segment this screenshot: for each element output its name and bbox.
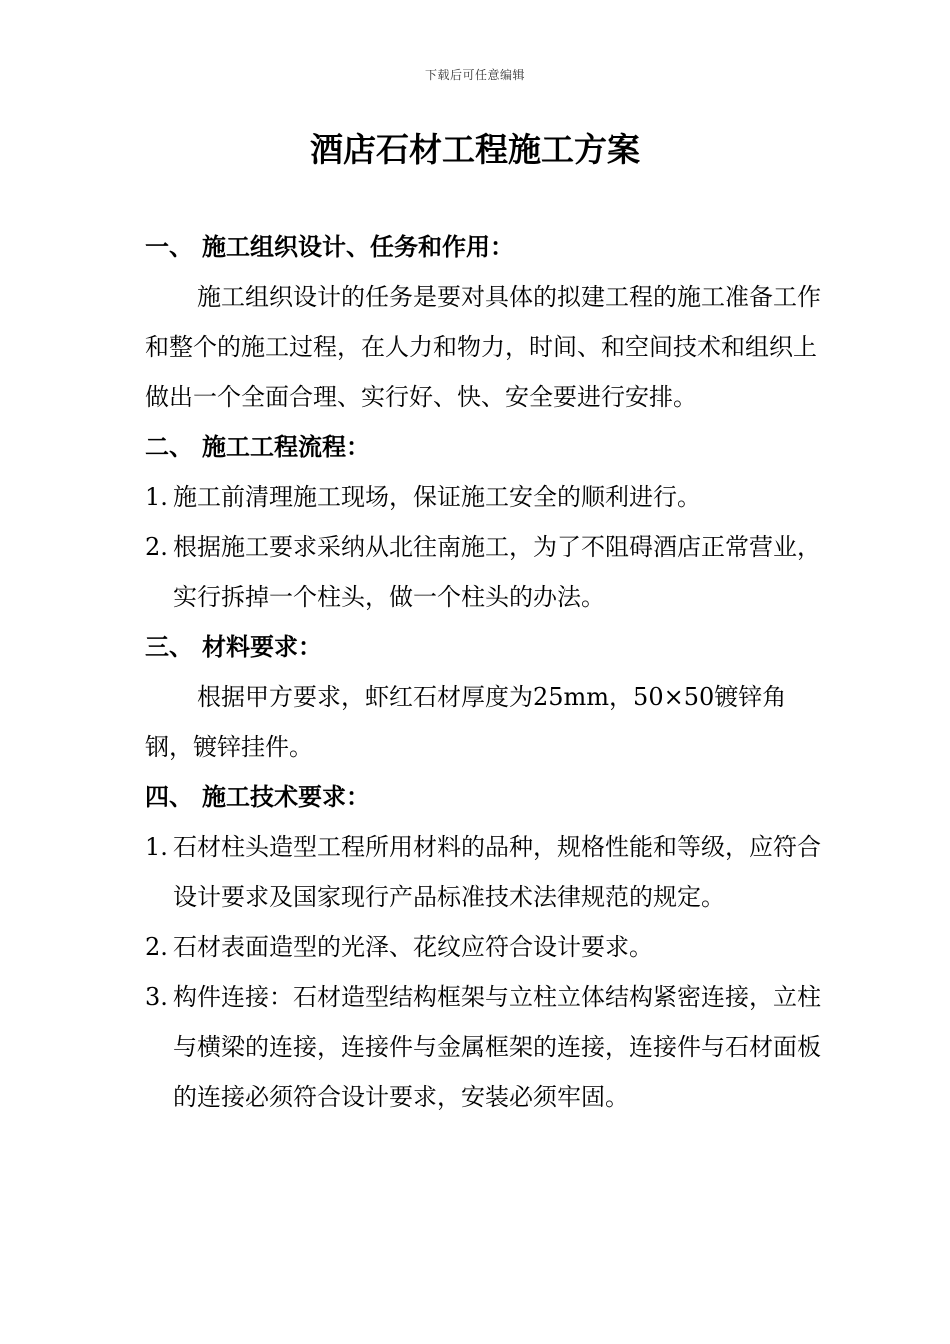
section-heading-1	[145, 222, 825, 272]
section-title: 施工组织设计、任务和作用：	[202, 232, 514, 261]
list-item	[145, 472, 825, 522]
list-item-text: 构件连接：石材造型结构框架与立柱立体结构紧密连接，立柱与横梁的连接，连接件与金属框架的连接，连接件与石材面板的连接必须符合设计要求，安装必须牢固。	[173, 983, 821, 1111]
section-number: 三、	[145, 632, 193, 661]
section-heading-4	[145, 772, 825, 822]
section-heading-3	[145, 622, 825, 672]
list-item-number: 3.	[145, 983, 168, 1011]
list-item-number: 2.	[145, 533, 168, 561]
list-item-number: 2.	[145, 933, 168, 961]
document-body	[145, 222, 825, 1122]
section-number: 二、	[145, 432, 193, 461]
list-item-text: 根据施工要求采纳从北往南施工，为了不阻碍酒店正常营业，实行拆掉一个柱头，做一个柱头的办法。	[173, 533, 821, 611]
list-item	[145, 972, 825, 1122]
list-item	[145, 522, 825, 622]
header-note: 下载后可任意编辑	[424, 68, 525, 82]
section-title: 材料要求：	[202, 632, 322, 661]
section-number: 一、	[145, 232, 193, 261]
section-title: 施工工程流程：	[202, 432, 370, 461]
page-title: 酒店石材工程施工方案	[310, 130, 640, 169]
list-item-text: 施工前清理施工现场，保证施工安全的顺利进行。	[173, 483, 701, 511]
list-item-text: 石材表面造型的光泽、花纹应符合设计要求。	[173, 933, 653, 961]
paragraph: 根据甲方要求，虾红石材厚度为25mm，50×50镀锌角钢，镀锌挂件。	[145, 683, 787, 761]
section-heading-2	[145, 422, 825, 472]
list-item-text: 石材柱头造型工程所用材料的品种，规格性能和等级，应符合设计要求及国家现行产品标准技术法律规范的规定。	[173, 833, 821, 911]
list-item	[145, 922, 825, 972]
paragraph: 施工组织设计的任务是要对具体的拟建工程的施工准备工作和整个的施工过程，在人力和物力，时间、和空间技术和组织上做出一个全面合理、实行好、快、安全要进行安排。	[145, 283, 821, 411]
list-item-number: 1.	[145, 483, 168, 511]
list-item	[145, 822, 825, 922]
section-title: 施工技术要求：	[202, 782, 370, 811]
list-item-number: 1.	[145, 833, 168, 861]
section-number: 四、	[145, 782, 193, 811]
